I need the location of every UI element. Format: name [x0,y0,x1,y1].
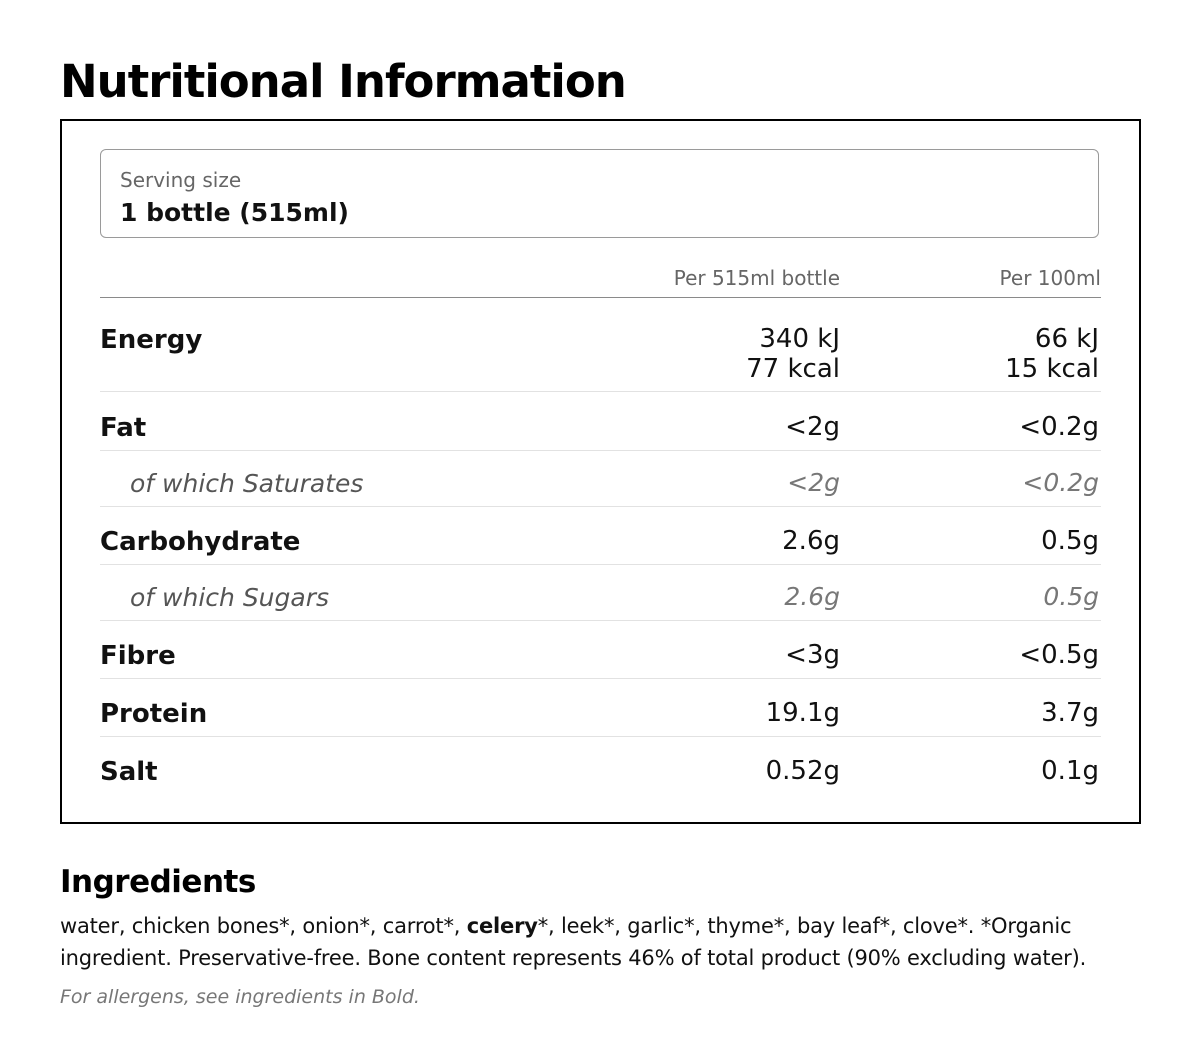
header-divider [100,297,1101,298]
value-per-bottle: <3g [785,640,840,670]
value-per-bottle: 19.1g [765,698,840,728]
table-row-protein [100,698,1101,737]
serving-size-value: 1 bottle (515ml) [120,198,349,227]
table-row-energy [100,324,1101,392]
table-row-sugars [100,582,1101,621]
row-label: Salt [100,757,158,787]
value-per-100ml: 0.1g [1041,756,1099,786]
table-row-salt [100,756,1101,794]
value-per-bottle: 2.6g [784,582,840,611]
value-per-100ml: <0.2g [1022,468,1099,497]
ingredients-text-end: *, leek*, garlic*, thyme*, bay leaf*, clove*. *Organic ingredient. Preservative-free. Bone content represents 46% of total product (90% excluding water). [60,914,1087,970]
table-row-carbohydrate [100,526,1101,565]
energy-kj-per-bottle: 340 kJ [759,324,840,354]
serving-size-box [100,149,1099,238]
ingredients-text-start: water, chicken bones*, onion*, carrot*, [60,914,467,938]
energy-kcal-per-100ml: 15 kcal [1005,354,1099,384]
table-row-saturates [100,468,1101,507]
row-label: of which Saturates [130,469,364,498]
value-per-bottle: 0.52g [765,756,840,786]
row-label: Fat [100,413,147,443]
value-per-100ml: 3.7g [1041,698,1099,728]
row-label: Energy [100,325,203,355]
row-label: Carbohydrate [100,527,301,557]
value-per-100ml: 0.5g [1041,526,1099,556]
nutrition-panel [60,119,1141,824]
value-per-100ml: <0.2g [1019,412,1099,442]
allergen-ingredient: celery [466,914,538,938]
value-per-100ml: <0.5g [1019,640,1099,670]
energy-kcal-per-bottle: 77 kcal [746,354,840,384]
row-label: of which Sugars [130,583,330,612]
value-per-bottle: <2g [787,468,840,497]
serving-size-label: Serving size [120,168,242,192]
value-per-100ml: 0.5g [1043,582,1099,611]
energy-kj-per-100ml: 66 kJ [1034,324,1099,354]
table-row-fat [100,412,1101,451]
column-header-per-bottle: Per 515ml bottle [673,266,840,290]
value-per-100ml [860,324,1099,384]
value-per-bottle: <2g [785,412,840,442]
column-header-per-100ml: Per 100ml [999,266,1101,290]
allergen-note: For allergens, see ingredients in Bold. [60,986,420,1008]
row-label: Protein [100,699,208,729]
value-per-bottle [600,324,840,384]
value-per-bottle: 2.6g [782,526,840,556]
table-row-fibre [100,640,1101,679]
ingredients-heading: Ingredients [60,864,256,900]
page-title: Nutritional Information [60,55,626,108]
row-label: Fibre [100,641,176,671]
ingredients-text [60,910,1160,974]
